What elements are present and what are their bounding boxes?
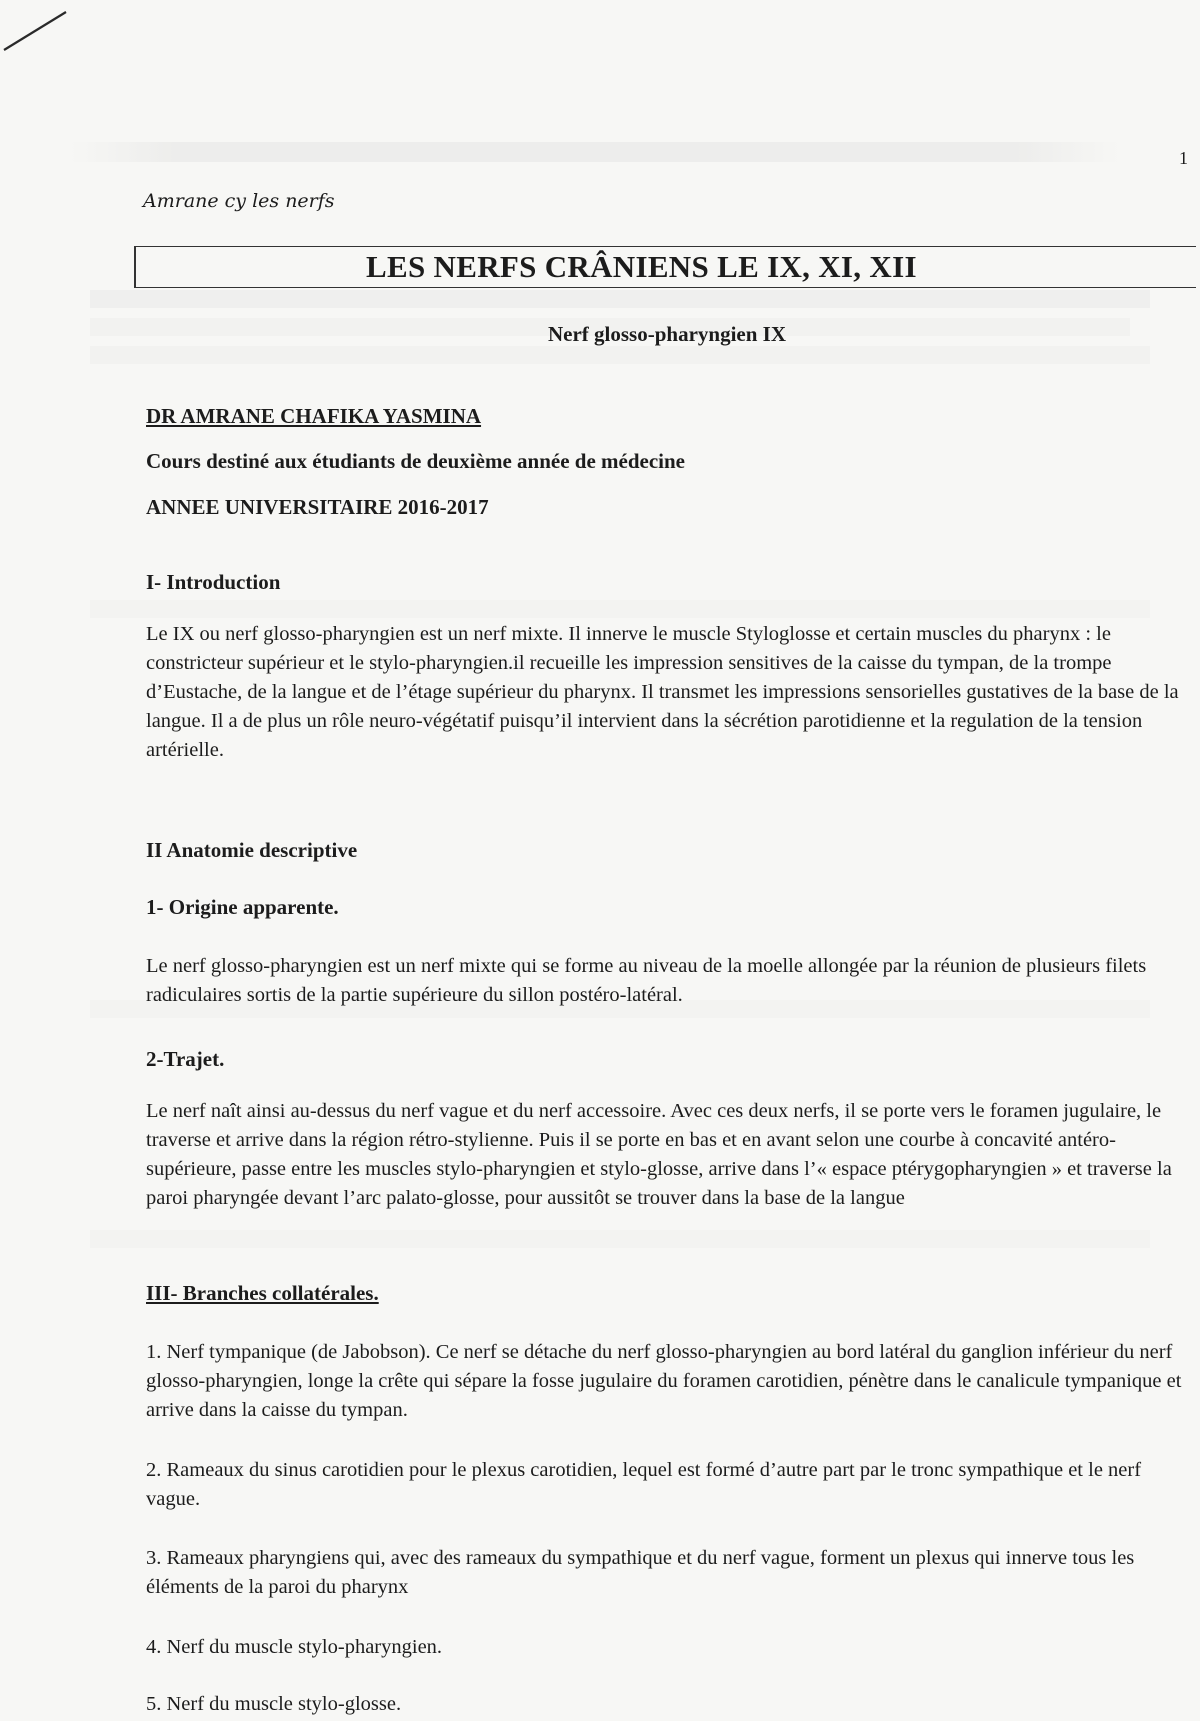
list-item: 5. Nerf du muscle stylo-glosse. (146, 1693, 402, 1715)
handwritten-note: Amrane cy les nerfs (143, 190, 335, 212)
section-heading-branches: III- Branches collatérales. (146, 1281, 379, 1305)
pen-stroke-mark (0, 0, 80, 60)
subheading-origin: 1- Origine apparente. (146, 895, 339, 919)
origin-paragraph: Le nerf glosso-pharyngien est un nerf mixte qui se forme au niveau de la moelle allongée par la réunion de plusieurs filets radiculaires sortis de la partie supérieure du sillon postéro-latéral. (146, 955, 1147, 1006)
list-item: 2. Rameaux du sinus carotidien pour le plexus carotidien, lequel est formé d’autre part par le tronc sympathique et le nerf vague. (146, 1459, 1142, 1510)
section-heading-anatomy: II Anatomie descriptive (146, 838, 358, 862)
path-paragraph: Le nerf naît ainsi au-dessus du nerf vague et du nerf accessoire. Avec ces deux nerfs, il se porte vers le foramen jugulaire, le traverse et arrive dans la région rétro-stylienne. Puis il se porte en bas et en avant selon une courbe à concavité antéro-supérieure, passe entre les muscles stylo-pharyngien et stylo-glosse, arrive dans l’« espace ptérygopharyngien » et traverse la paroi pharyngée devant l’arc palato-glosse, pour aussitôt se trouver dans la base de la langue (146, 1100, 1172, 1209)
page-title: LES NERFS CRÂNIENS LE IX, XI, XII (366, 249, 917, 284)
list-item: 4. Nerf du muscle stylo-pharyngien. (146, 1636, 443, 1658)
page-subtitle: Nerf glosso-pharyngien IX (548, 322, 787, 346)
list-item: 3. Rameaux pharyngiens qui, avec des rameaux du sympathique et du nerf vague, forment un plexus qui innerve tous les éléments de la paroi du pharynx (146, 1547, 1135, 1598)
page-number: 1 (1179, 148, 1188, 168)
author: DR AMRANE CHAFIKA YASMINA (146, 404, 482, 428)
subheading-path: 2-Trajet. (146, 1047, 225, 1071)
section-heading-introduction: I- Introduction (146, 570, 281, 594)
introduction-paragraph: Le IX ou nerf glosso-pharyngien est un nerf mixte. Il innerve le muscle Styloglosse et certain muscles du pharynx : le constricteur supérieur et le stylo-pharyngien.il recueille les impression sensitives de la caisse du tympan, de la trompe d’Eustache, de la langue et de l’étage supérieur du pharynx. Il transmet les impressions sensorielles gustatives de la base de la langue. Il a de plus un rôle neuro-végétatif puisqu’il intervient dans la sécrétion parotidienne et la regulation de la tension artérielle. (146, 623, 1179, 761)
list-item: 1. Nerf tympanique (de Jabobson). Ce nerf se détache du nerf glosso-pharyngien au bord latéral du ganglion inférieur du nerf glosso-pharyngien, longe la crête qui sépare la fosse jugulaire du foramen carotidien, pénètre dans le canalicule tympanique et arrive dans la caisse du tympan. (146, 1341, 1182, 1421)
academic-year: ANNEE UNIVERSITAIRE 2016-2017 (146, 495, 489, 519)
course-audience: Cours destiné aux étudiants de deuxième année de médecine (146, 449, 685, 473)
